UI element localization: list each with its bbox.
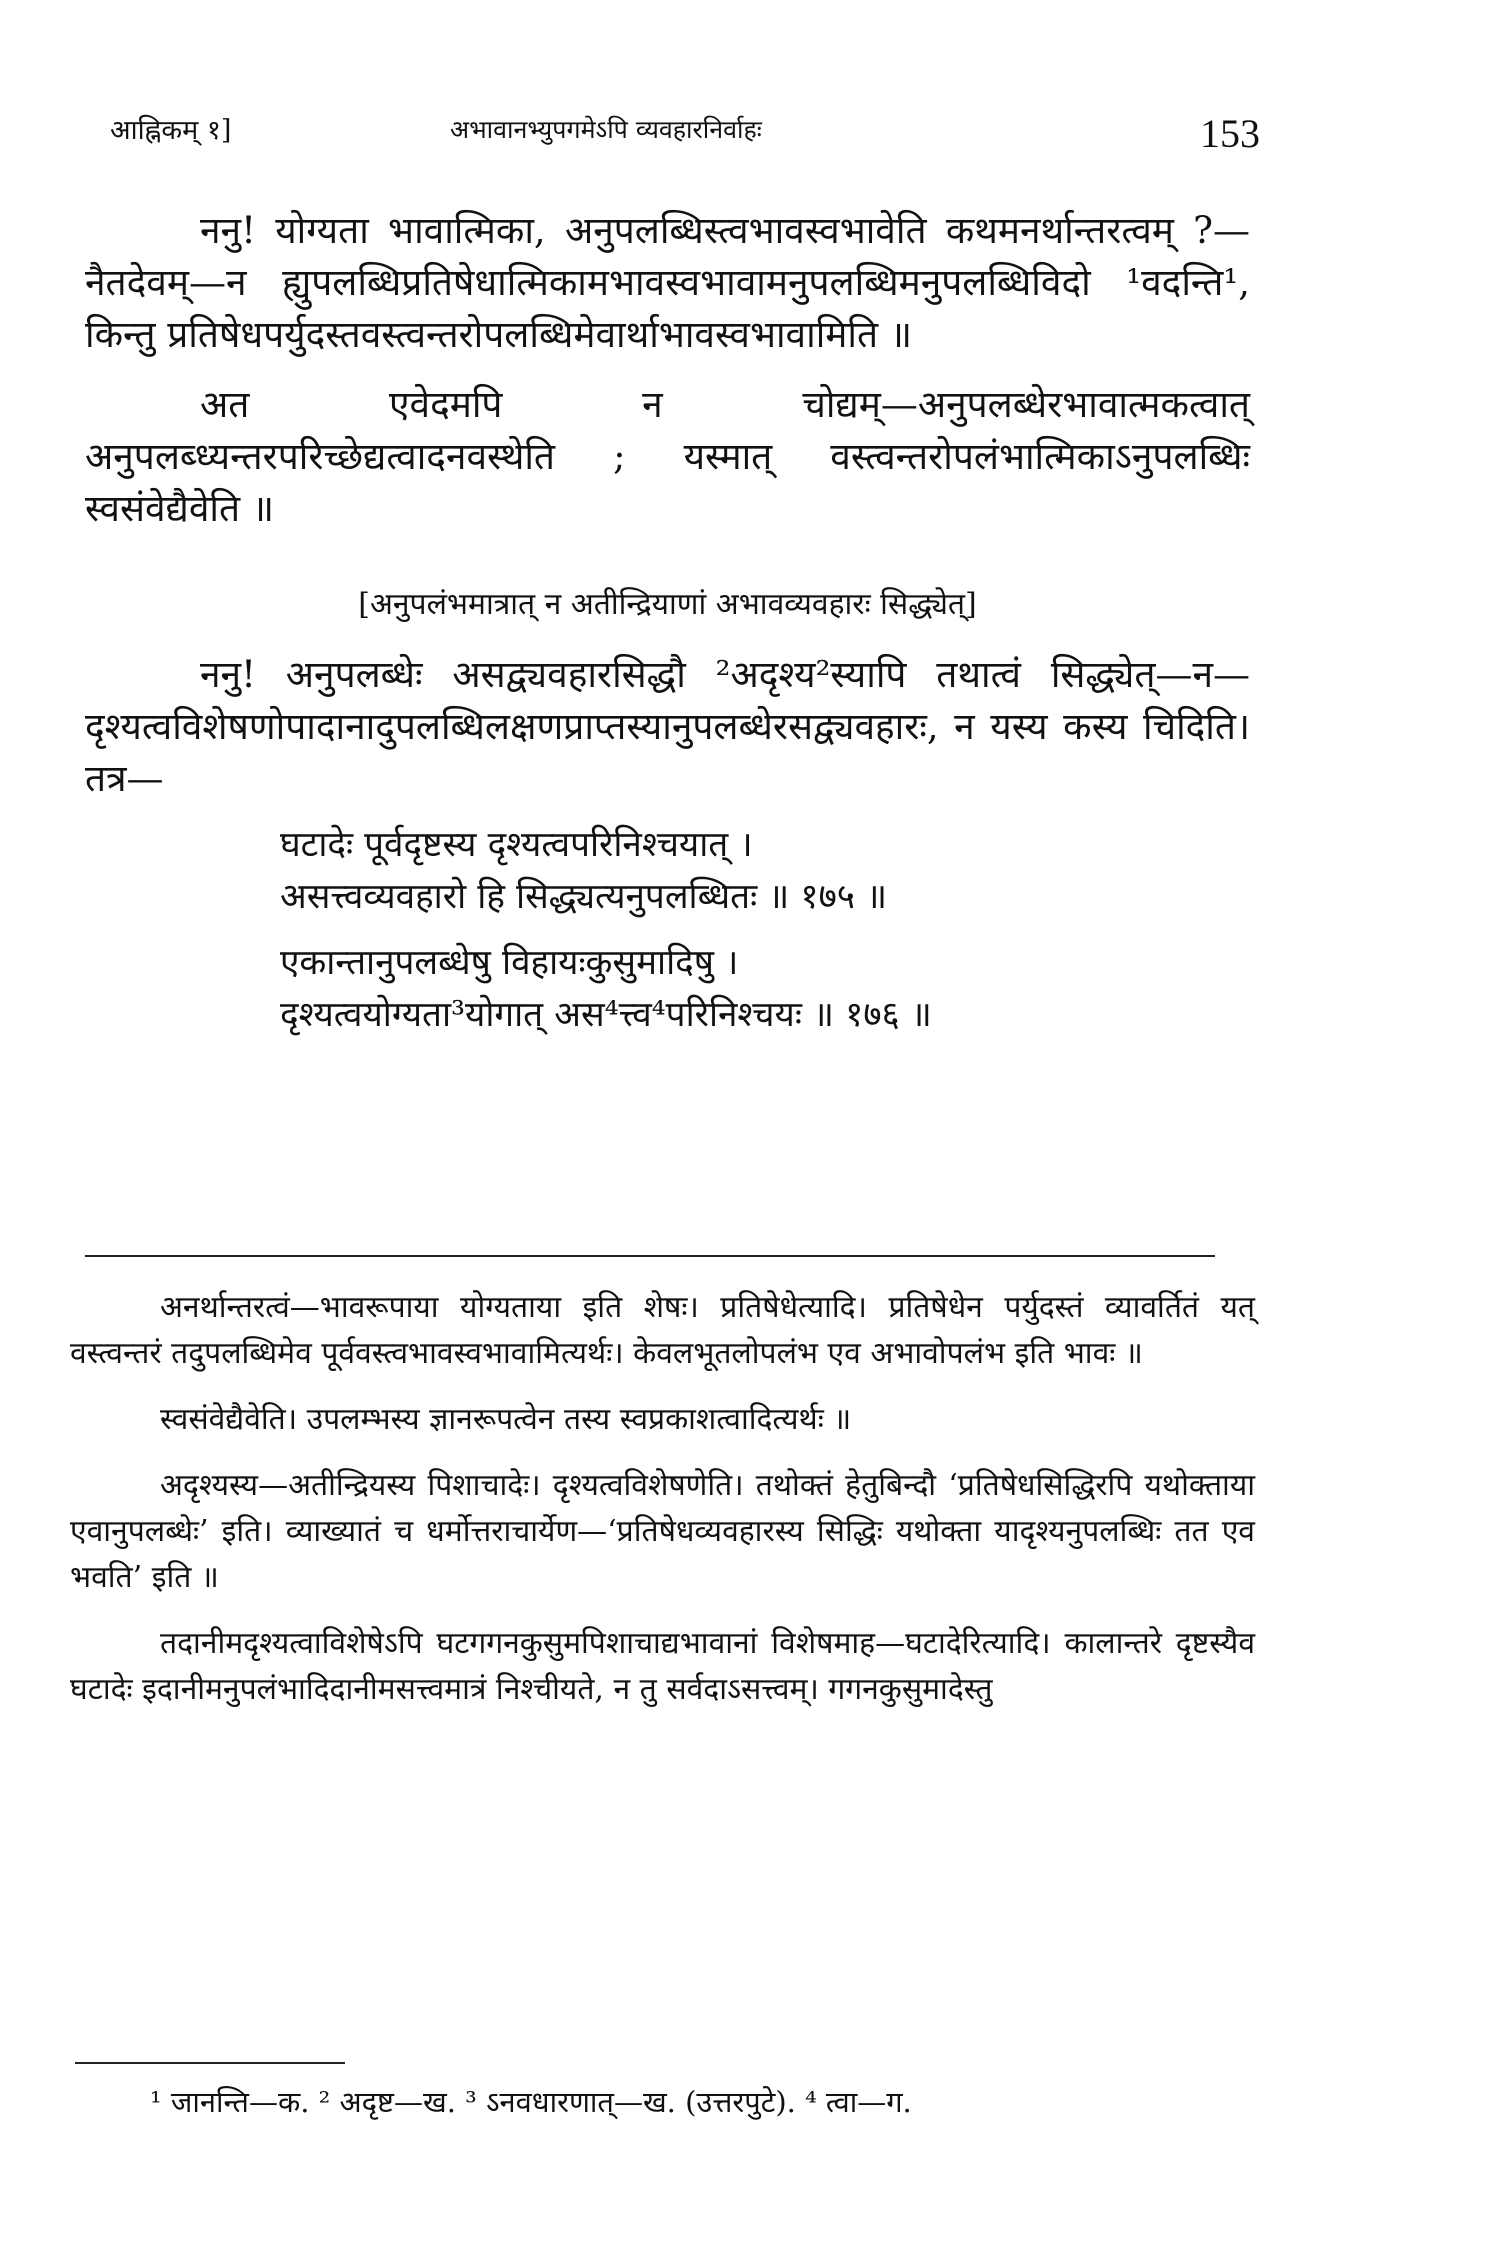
footnotes: ¹ जानन्ति—क. ² अदृष्ट—ख. ³ ऽनवधारणात्—ख. (उत्तरपुटे). ⁴ त्वा—ग.: [150, 2085, 912, 2119]
section-paragraph: ननु! अनुपलब्धेः असद्व्यवहारसिद्धौ ²अदृश्य²स्यापि तथात्वं सिद्ध्येत्—न—दृश्यत्वविशेषणोपादानादुपलब्धिलक्षणप्राप्तस्यानुपलब्धेरसद्व्यवहारः, न यस्य कस्य चिदिति। तत्र—: [85, 653, 1250, 800]
footnote-divider: [75, 2062, 345, 2064]
commentary-paragraph: अदृश्यस्य—अतीन्द्रियस्य पिशाचादेः। दृश्यत्वविशेषणेति। तथोक्तं हेतुबिन्दौ ‘प्रतिषेधसिद्धिरपि यथोक्ताया एवानुपलब्धेः’ इति। व्याख्यातं च धर्मोत्तराचार्येण—‘प्रतिषेधव्यवहारस्य सिद्धिः यथोक्ता यादृश्यनुपलब्धिः तत एव भवति’ इति ॥: [70, 1468, 1255, 1595]
running-header: [85, 110, 1260, 170]
main-paragraph: ननु! योग्यता भावात्मिका, अनुपलब्धिस्त्वभावस्वभावेति कथमनर्थान्तरत्वम् ?—नैतदेवम्—न ह्युपलब्धिप्रतिषेधात्मिकामभावस्वभावामनुपलब्धिमनुपलब्धिविदो ¹वदन्ति¹, किन्तु प्रतिषेधपर्युदस्तवस्त्वन्तरोपलब्धिमेवार्थाभावस्वभावामिति ॥: [85, 209, 1250, 356]
verse-line: दृश्यत्वयोग्यता³योगात् अस⁴त्त्व⁴परिनिश्चयः ॥ १७६ ॥: [280, 995, 932, 1035]
verse-line: एकान्तानुपलब्धेषु विहायःकुसुमादिषु ।: [280, 943, 739, 983]
running-title: अभावानभ्युपगमेऽपि व्यवहारनिर्वाहः: [450, 115, 762, 144]
commentary-block: [70, 1285, 1255, 1713]
section-heading: [अनुपलंभमात्रात् न अतीन्द्रियाणां अभावव्यवहारः सिद्ध्येत्]: [358, 587, 977, 622]
verse-line: असत्त्वव्यवहारो हि सिद्ध्यत्यनुपलब्धितः ॥ १७५ ॥: [280, 877, 888, 917]
chapter-label: आह्निकम् १]: [110, 115, 232, 146]
commentary-paragraph: स्वसंवेद्यैवेति। उपलम्भस्य ज्ञानरूपत्वेन तस्य स्वप्रकाशत्वादित्यर्थः ॥: [160, 1402, 852, 1437]
commentary-paragraph: अनर्थान्तरत्वं—भावरूपाया योग्यताया इति शेषः। प्रतिषेधेत्यादि। प्रतिषेधेन पर्युदस्तं व्यावर्तितं यत् वस्त्वन्तरं तदुपलब्धिमेव पूर्ववस्त्वभावस्वभावामित्यर्थः। केवलभूतलोपलंभ एव अभावोपलंभ इति भावः ॥: [70, 1290, 1255, 1371]
commentary-paragraph: तदानीमदृश्यत्वाविशेषेऽपि घटगगनकुसुमपिशाचाद्यभावानां विशेषमाह—घटादेरित्यादि। कालान्तरे दृष्टस्यैव घटादेः इदानीमनुपलंभादिदानीमसत्त्वमात्रं निश्चीयते, न तु सर्वदाऽसत्त्वम्। गगनकुसुमादेस्तु: [70, 1626, 1255, 1707]
verse-line: घटादेः पूर्वदृष्टस्य दृश्यत्वपरिनिश्चयात् ।: [280, 825, 753, 865]
main-paragraph: अत एवेदमपि न चोद्यम्—अनुपलब्धेरभावात्मकत्वात् अनुपलब्ध्यन्तरपरिच्छेद्यत्वादनवस्थेति ; यस्मात् वस्त्वन्तरोपलंभात्मिकाऽनुपलब्धिः स्वसंवेद्यैवेति ॥: [85, 383, 1250, 530]
page-number: 153: [1200, 111, 1260, 156]
main-text: [85, 205, 1250, 1041]
commentary-divider: [85, 1255, 1215, 1257]
